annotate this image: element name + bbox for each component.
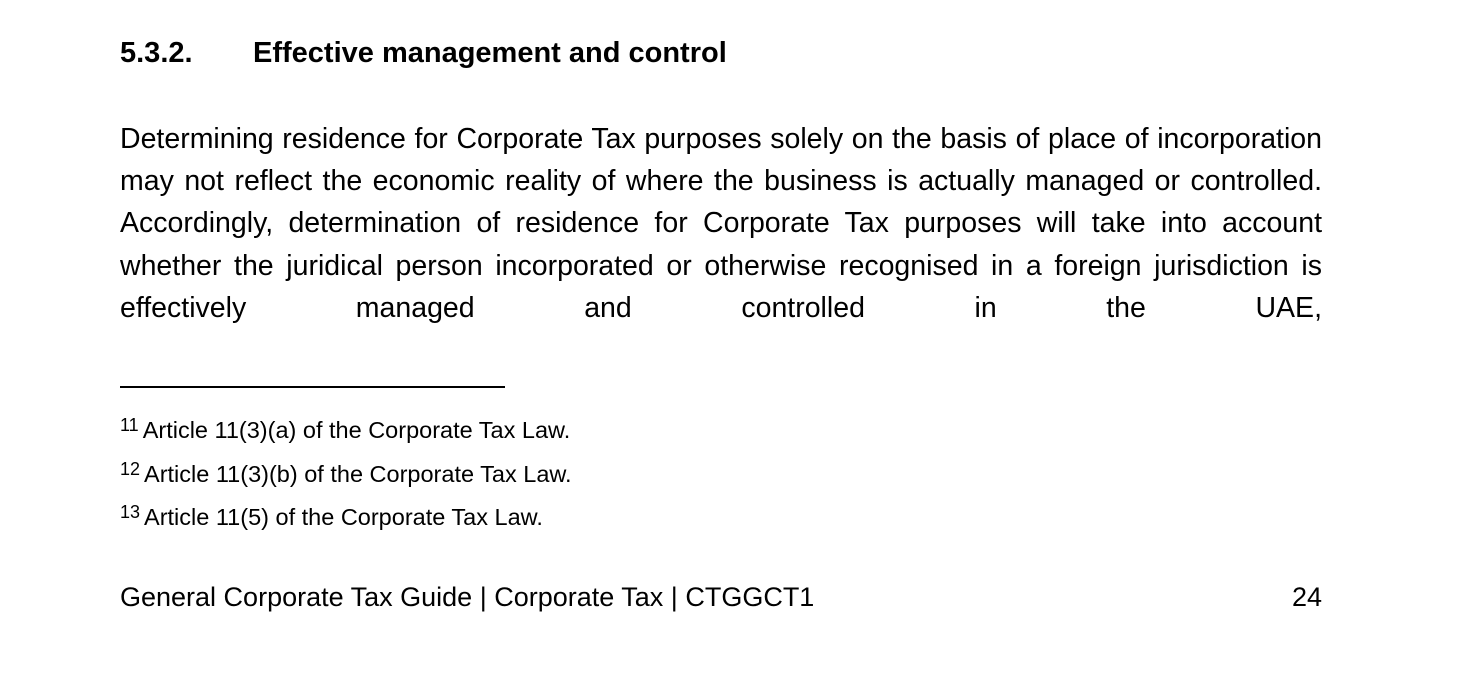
section-heading	[120, 34, 727, 72]
footnotes-list	[120, 406, 572, 537]
footnote-separator	[120, 386, 505, 388]
page-number: 24	[1291, 582, 1322, 612]
footnote-marker: 11	[120, 415, 139, 435]
section-number: 5.3.2.	[120, 37, 193, 69]
footnote-text: Article 11(3)(a) of the Corporate Tax Law.	[142, 417, 571, 443]
footnote-item	[120, 493, 572, 537]
section-title: Effective management and control	[253, 37, 727, 69]
footer-document-title: General Corporate Tax Guide | Corporate Tax | CTGGCT1	[120, 582, 815, 612]
footnote-item	[120, 406, 572, 450]
footnote-item	[120, 450, 572, 494]
document-page	[120, 0, 1322, 694]
footnote-marker: 12	[120, 458, 141, 479]
footnote-marker: 13	[120, 502, 141, 522]
body-paragraph: Determining residence for Corporate Tax purposes solely on the basis of place of incorporation may not reflect the economic reality of where the business is actually managed or controlled. Accordingly, determination of residence for Corporate Tax purposes will take into account whether the juridical person incorporated or otherwise recognised in a foreign jurisdiction is effectively managed and controlled in the UAE,	[120, 123, 1322, 324]
footnote-text: Article 11(3)(b) of the Corporate Tax Law.	[144, 460, 572, 487]
footnote-text: Article 11(5) of the Corporate Tax Law.	[144, 504, 543, 530]
